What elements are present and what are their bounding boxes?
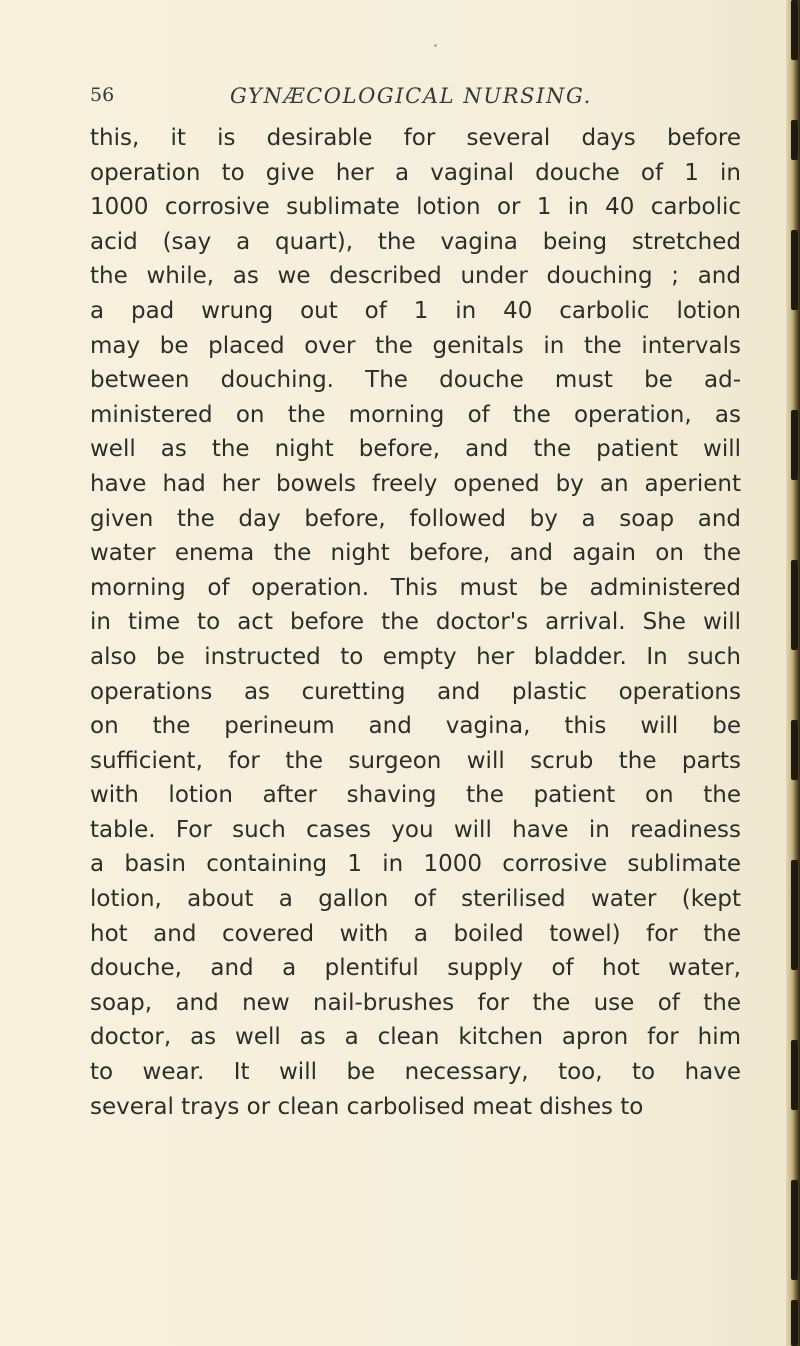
text-line: between douching. The douche must be ad-	[90, 367, 741, 394]
text-line: also be instructed to empty her bladder. In such	[90, 643, 741, 670]
text-line: ministered on the morning of the operation, as	[90, 401, 741, 428]
spine-shadow	[791, 1300, 798, 1346]
spine-shadow	[791, 410, 798, 480]
paper-speck	[434, 44, 437, 47]
text-line: a basin containing 1 in 1000 corrosive sublimate	[90, 851, 741, 878]
text-line: the while, as we described under douching ; and	[90, 263, 741, 290]
text-line: table. For such cases you will have in readiness	[90, 816, 741, 843]
spine-shadow	[791, 560, 798, 650]
page-spine-edge	[786, 0, 800, 1346]
text-line: soap, and new nail-brushes for the use of the	[90, 989, 741, 1016]
text-line: hot and covered with a boiled towel) for the	[90, 920, 741, 947]
text-line: acid (say a quart), the vagina being stretched	[90, 228, 741, 255]
text-line: doctor, as well as a clean kitchen apron for him	[90, 1024, 741, 1051]
text-line: several trays or clean carbolised meat dishes to	[90, 1093, 644, 1120]
spine-shadow	[791, 1040, 798, 1110]
text-line: have had her bowels freely opened by an aperient	[90, 470, 741, 497]
page-header	[90, 84, 740, 112]
text-line: to wear. It will be necessary, too, to have	[90, 1059, 741, 1086]
text-line: lotion, about a gallon of sterilised water (kept	[90, 886, 741, 913]
text-line: sufficient, for the surgeon will scrub the parts	[90, 747, 741, 774]
spine-shadow	[791, 860, 798, 970]
text-line: 1000 corrosive sublimate lotion or 1 in 40 carbolic	[90, 194, 741, 221]
text-line: douche, and a plentiful supply of hot water,	[90, 955, 741, 982]
spine-shadow	[791, 0, 798, 60]
spine-shadow	[791, 1180, 798, 1280]
text-line: water enema the night before, and again on the	[90, 540, 741, 567]
spine-shadow	[791, 720, 798, 780]
spine-shadow	[791, 120, 798, 160]
text-line: given the day before, followed by a soap and	[90, 505, 741, 532]
text-line: may be placed over the genitals in the intervals	[90, 332, 741, 359]
running-head: GYNÆCOLOGICAL NURSING.	[230, 84, 592, 108]
text-line: morning of operation. This must be administered	[90, 574, 741, 601]
text-line: this, it is desirable for several days before	[90, 125, 741, 151]
body-text	[90, 121, 741, 1124]
spine-shadow	[791, 230, 798, 310]
text-line: on the perineum and vagina, this will be	[90, 713, 741, 740]
text-line: a pad wrung out of 1 in 40 carbolic lotion	[90, 297, 741, 324]
text-line: in time to act before the doctor's arrival. She will	[90, 609, 741, 636]
text-line: well as the night before, and the patient will	[90, 436, 741, 463]
text-line: operation to give her a vaginal douche of 1 in	[90, 159, 741, 186]
text-line: with lotion after shaving the patient on the	[90, 782, 741, 809]
text-line: operations as curetting and plastic operations	[90, 678, 741, 705]
page-number: 56	[90, 84, 115, 106]
